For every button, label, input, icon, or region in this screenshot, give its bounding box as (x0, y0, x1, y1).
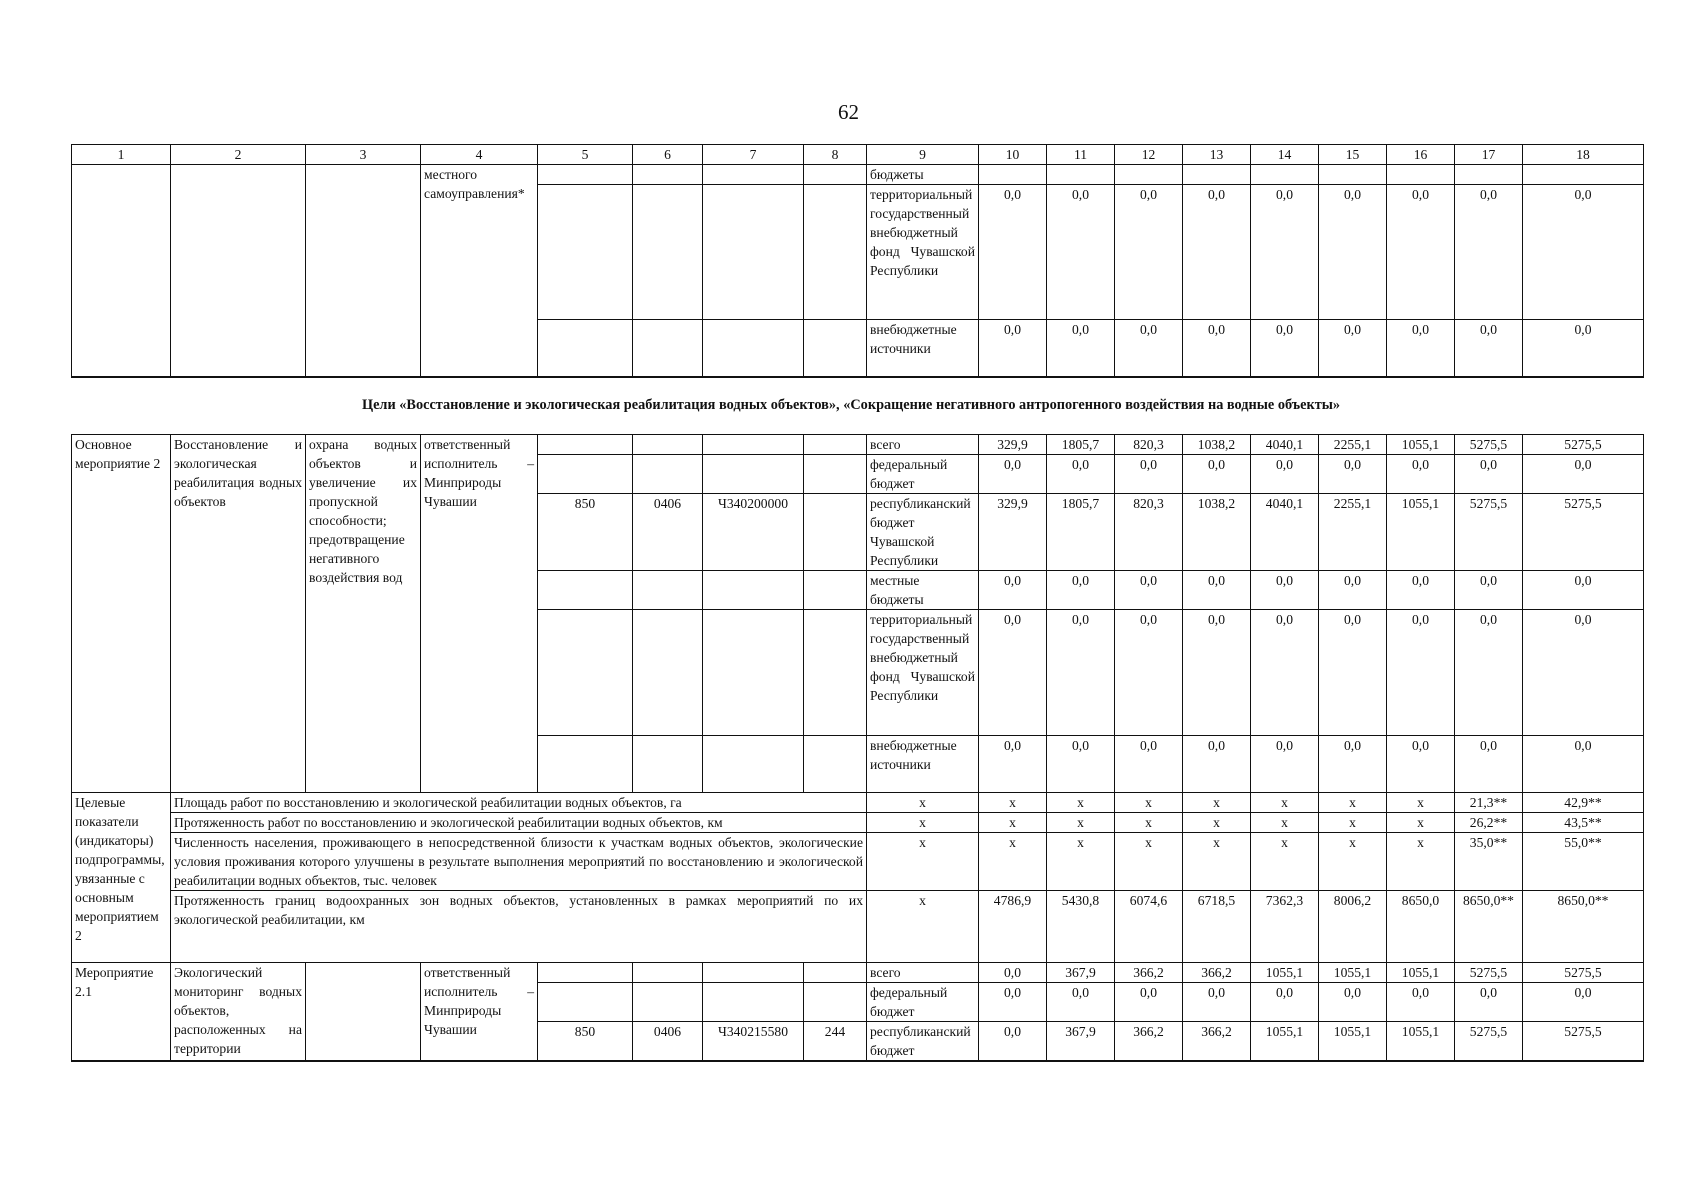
cell (633, 165, 703, 185)
value-cell: 0,0 (1523, 185, 1644, 320)
target-code: Ч340200000 (703, 494, 804, 571)
cell (538, 571, 633, 610)
cell (703, 455, 804, 494)
value-cell: 0,0 (1455, 983, 1523, 1022)
column-header: 16 (1387, 145, 1455, 165)
value-cell: 0,0 (1455, 610, 1523, 736)
value-cell: x (979, 813, 1047, 833)
value-cell: 0,0 (1387, 610, 1455, 736)
cell (633, 983, 703, 1022)
cell (538, 963, 633, 983)
value-cell: 2255,1 (1319, 435, 1387, 455)
value-cell: x (1319, 793, 1387, 813)
indicator-row (72, 891, 1644, 963)
indicator-name: Протяженность работ по восстановлению и экологической реабилитации водных объектов, км (171, 813, 867, 833)
value-cell: 2255,1 (1319, 494, 1387, 571)
value-cell: 0,0 (1387, 455, 1455, 494)
value-cell: 367,9 (1047, 963, 1115, 983)
source-label: территориальный государственный внебюджетный фонд Чувашской Республики (867, 185, 979, 320)
column-header: 3 (306, 145, 421, 165)
cell (633, 736, 703, 793)
indicator-name: Протяженность границ водоохранных зон водных объектов, установленных в рамках мероприятий по их экологической реабилитации, км (171, 891, 867, 963)
value-cell: 5275,5 (1523, 435, 1644, 455)
column-header: 4 (421, 145, 538, 165)
value-cell: 4040,1 (1251, 494, 1319, 571)
value-cell: x (1251, 793, 1319, 813)
cell (538, 610, 633, 736)
expense-code (804, 494, 867, 571)
cell (804, 165, 867, 185)
value-cell: 1055,1 (1251, 963, 1319, 983)
column-header: 1 (72, 145, 171, 165)
value-cell: x (1115, 793, 1183, 813)
indicator-name: Площадь работ по восстановлению и экологической реабилитации водных объектов, га (171, 793, 867, 813)
cell (804, 610, 867, 736)
value-cell: 42,9** (1523, 793, 1644, 813)
value-cell: 0,0 (1387, 185, 1455, 320)
cell (804, 963, 867, 983)
value-cell: 0,0 (1047, 455, 1115, 494)
cell (703, 736, 804, 793)
executor-cell: ответственный исполнитель – Минприроды Чувашии (421, 435, 538, 793)
value-cell: 0,0 (1387, 320, 1455, 377)
value-cell: 0,0 (979, 320, 1047, 377)
source-label: бюджеты (867, 165, 979, 185)
value-cell: 367,9 (1047, 1022, 1115, 1062)
value-cell: x (1047, 793, 1115, 813)
value-cell: 366,2 (1183, 1022, 1251, 1062)
value-cell: 0,0 (1251, 736, 1319, 793)
value-cell: 0,0 (1047, 610, 1115, 736)
value-cell: 0,0 (1183, 736, 1251, 793)
value-cell: 366,2 (1115, 1022, 1183, 1062)
page-number: 62 (838, 100, 859, 124)
cell (538, 165, 633, 185)
value-cell: 1038,2 (1183, 435, 1251, 455)
section-code: 0406 (633, 494, 703, 571)
value-cell: 0,0 (1523, 983, 1644, 1022)
value-cell: 0,0 (1319, 983, 1387, 1022)
source-label: местные бюджеты (867, 571, 979, 610)
value-cell: x (1115, 813, 1183, 833)
value-cell: 0,0 (1319, 185, 1387, 320)
cell (703, 983, 804, 1022)
measure-goal: охрана водных объектов и увеличение их пропускной способности; предотвращение негативного воздействия вод (306, 435, 421, 793)
value-cell: 0,0 (1251, 571, 1319, 610)
cell (703, 435, 804, 455)
indicator-row (72, 813, 1644, 833)
value-cell: 1055,1 (1387, 494, 1455, 571)
value-cell: 0,0 (1387, 983, 1455, 1022)
cell (538, 435, 633, 455)
table-row (72, 963, 1644, 983)
value-cell: x (1387, 813, 1455, 833)
value-cell: 366,2 (1115, 963, 1183, 983)
value-cell: 0,0 (979, 736, 1047, 793)
value-cell: 1055,1 (1387, 1022, 1455, 1062)
value-cell: 0,0 (1387, 736, 1455, 793)
value-cell: 0,0 (1251, 320, 1319, 377)
value-cell: x (1183, 833, 1251, 891)
value-cell: 329,9 (979, 494, 1047, 571)
cell (633, 185, 703, 320)
value-cell: 0,0 (1047, 571, 1115, 610)
value-cell: x (1251, 813, 1319, 833)
column-header: 8 (804, 145, 867, 165)
expense-code: 244 (804, 1022, 867, 1062)
measure-title: Экологический мониторинг водных объектов, расположенных на территории (171, 963, 306, 1062)
value-cell: 0,0 (979, 455, 1047, 494)
value-cell: 0,0 (1455, 455, 1523, 494)
column-header: 15 (1319, 145, 1387, 165)
value-cell: 0,0 (979, 571, 1047, 610)
value-cell: 0,0 (1523, 610, 1644, 736)
value-cell: 5275,5 (1455, 435, 1523, 455)
value-cell: 8650,0** (1455, 891, 1523, 963)
cell (633, 610, 703, 736)
cell (633, 320, 703, 377)
cell (633, 435, 703, 455)
measure-name: Основное мероприятие 2 (72, 435, 171, 793)
value-cell: 1055,1 (1319, 1022, 1387, 1062)
column-header: 9 (867, 145, 979, 165)
value-cell: 5275,5 (1523, 494, 1644, 571)
value-cell: x (1251, 833, 1319, 891)
value-cell: 8650,0** (1523, 891, 1644, 963)
measure-name: Мероприятие 2.1 (72, 963, 171, 1062)
value-cell: 0,0 (1183, 185, 1251, 320)
value-cell: 0,0 (1115, 736, 1183, 793)
indicator-name: Численность населения, проживающего в непосредственной близости к участкам водных объектов, экологические условия проживания которого улучшены в результате выполнения мероприятий по восстановлению и экологической реабилитации водных объектов, тыс. человек (171, 833, 867, 891)
value-cell: 0,0 (1183, 610, 1251, 736)
cell (633, 571, 703, 610)
value-cell: 0,0 (1115, 983, 1183, 1022)
indicator-row (72, 793, 1644, 813)
budget-table-main (71, 434, 1644, 1062)
value-cell: 5275,5 (1455, 1022, 1523, 1062)
cell (804, 571, 867, 610)
value-cell: 0,0 (979, 983, 1047, 1022)
grbs-code: 850 (538, 1022, 633, 1062)
cell (804, 320, 867, 377)
value-cell: 0,0 (1319, 610, 1387, 736)
cell (804, 736, 867, 793)
value-cell: 0,0 (1047, 185, 1115, 320)
source-label: всего (867, 963, 979, 983)
cell (306, 165, 421, 377)
cell (703, 165, 804, 185)
cell (306, 963, 421, 1062)
value-cell: 0,0 (1183, 983, 1251, 1022)
value-cell: 6718,5 (1183, 891, 1251, 963)
value-cell: 0,0 (1251, 185, 1319, 320)
value-cell: 820,3 (1115, 494, 1183, 571)
value-cell: 6074,6 (1115, 891, 1183, 963)
value-cell: 1055,1 (1251, 1022, 1319, 1062)
grbs-code: 850 (538, 494, 633, 571)
cell (538, 320, 633, 377)
value-cell: 0,0 (979, 963, 1047, 983)
column-header: 2 (171, 145, 306, 165)
value-cell: 0,0 (1251, 610, 1319, 736)
column-header: 10 (979, 145, 1047, 165)
column-header: 13 (1183, 145, 1251, 165)
value-cell: 5275,5 (1455, 494, 1523, 571)
value-cell: 4040,1 (1251, 435, 1319, 455)
source-label: республиканский бюджет (867, 1022, 979, 1062)
cell (703, 610, 804, 736)
value-cell: 0,0 (1455, 736, 1523, 793)
source-label: всего (867, 435, 979, 455)
source-label: федеральный бюджет (867, 455, 979, 494)
value-cell: 0,0 (1183, 320, 1251, 377)
cell (804, 983, 867, 1022)
value-cell: 1055,1 (1387, 963, 1455, 983)
value-cell: 0,0 (1319, 736, 1387, 793)
value-cell: 0,0 (1523, 455, 1644, 494)
value-cell: 21,3** (1455, 793, 1523, 813)
target-code: Ч340215580 (703, 1022, 804, 1062)
value-cell: x (1047, 833, 1115, 891)
value-cell: 0,0 (1523, 571, 1644, 610)
column-header: 12 (1115, 145, 1183, 165)
column-header: 5 (538, 145, 633, 165)
cell (804, 185, 867, 320)
value-cell: 4786,9 (979, 891, 1047, 963)
source-label: территориальный государственный внебюджетный фонд Чувашской Республики (867, 610, 979, 736)
cell (538, 455, 633, 494)
cell (538, 185, 633, 320)
cell (72, 165, 171, 377)
cell (703, 185, 804, 320)
column-header: 17 (1455, 145, 1523, 165)
value-cell: 0,0 (1523, 320, 1644, 377)
value-cell: 0,0 (1115, 610, 1183, 736)
indicators-label: Целевые показатели (индикаторы) подпрограммы, увязанные с основным мероприятием 2 (72, 793, 171, 963)
value-cell: 0,0 (1455, 320, 1523, 377)
header-row (72, 145, 1644, 165)
value-cell: x (1183, 793, 1251, 813)
value-cell: x (1115, 833, 1183, 891)
value-cell: 0,0 (1115, 320, 1183, 377)
column-header: 18 (1523, 145, 1644, 165)
value-cell: x (1183, 813, 1251, 833)
source-label: федеральный бюджет (867, 983, 979, 1022)
value-cell: 0,0 (1455, 571, 1523, 610)
cell (538, 736, 633, 793)
column-header: 14 (1251, 145, 1319, 165)
value-cell: x (867, 793, 979, 813)
value-cell: 0,0 (1251, 983, 1319, 1022)
cell (804, 455, 867, 494)
value-cell: 0,0 (1319, 571, 1387, 610)
value-cell: 8650,0 (1387, 891, 1455, 963)
value-cell: x (979, 833, 1047, 891)
column-header: 7 (703, 145, 804, 165)
value-cell: 0,0 (1387, 571, 1455, 610)
value-cell: 366,2 (1183, 963, 1251, 983)
value-cell: x (979, 793, 1047, 813)
value-cell: 0,0 (1115, 455, 1183, 494)
value-cell: 1805,7 (1047, 494, 1115, 571)
value-cell: 1805,7 (1047, 435, 1115, 455)
value-cell: 0,0 (1183, 571, 1251, 610)
cell (538, 983, 633, 1022)
cell (703, 320, 804, 377)
value-cell: 7362,3 (1251, 891, 1319, 963)
cell (633, 963, 703, 983)
value-cell: 5275,5 (1523, 1022, 1644, 1062)
measure-title: Восстановление и экологическая реабилитация водных объектов (171, 435, 306, 793)
value-cell: 35,0** (1455, 833, 1523, 891)
value-cell: 0,0 (1455, 185, 1523, 320)
value-cell: 329,9 (979, 435, 1047, 455)
cell (171, 165, 306, 377)
value-cell: 55,0** (1523, 833, 1644, 891)
value-cell: 0,0 (1251, 455, 1319, 494)
column-header: 6 (633, 145, 703, 165)
value-cell: 26,2** (1455, 813, 1523, 833)
value-cell: 1055,1 (1319, 963, 1387, 983)
cell (804, 435, 867, 455)
source-label: республиканский бюджет Чувашской Республики (867, 494, 979, 571)
value-cell: x (1387, 833, 1455, 891)
value-cell: x (1319, 813, 1387, 833)
budget-table-top (71, 144, 1644, 378)
value-cell: x (867, 891, 979, 963)
indicator-row (72, 833, 1644, 891)
table-row (72, 435, 1644, 455)
value-cell: 0,0 (1523, 736, 1644, 793)
value-cell: x (867, 833, 979, 891)
value-cell: 0,0 (979, 1022, 1047, 1062)
value-cell: 820,3 (1115, 435, 1183, 455)
value-cell: 0,0 (1115, 571, 1183, 610)
value-cell: 1055,1 (1387, 435, 1455, 455)
source-label: внебюджетные источники (867, 320, 979, 377)
value-cell: x (1319, 833, 1387, 891)
goal-heading: Цели «Восстановление и экологическая реабилитация водных объектов», «Сокращение негативного антропогенного воздействия на водные объекты» (361, 397, 1341, 413)
cell (633, 455, 703, 494)
value-cell: 0,0 (979, 610, 1047, 736)
value-cell: 0,0 (1183, 455, 1251, 494)
value-cell: 0,0 (1047, 983, 1115, 1022)
value-cell: x (867, 813, 979, 833)
executor-cell: ответственный исполнитель – Минприроды Чувашии (421, 963, 538, 1062)
section-code: 0406 (633, 1022, 703, 1062)
column-header: 11 (1047, 145, 1115, 165)
value-cell: 0,0 (1047, 320, 1115, 377)
value-cell: 0,0 (979, 185, 1047, 320)
value-cell: 8006,2 (1319, 891, 1387, 963)
value-cell: 0,0 (1319, 455, 1387, 494)
cell (703, 571, 804, 610)
value-cell: x (1387, 793, 1455, 813)
value-cell: 5275,5 (1523, 963, 1644, 983)
value-cell: 0,0 (1047, 736, 1115, 793)
value-cell: 0,0 (1319, 320, 1387, 377)
value-cell: x (1047, 813, 1115, 833)
value-cell: 5430,8 (1047, 891, 1115, 963)
value-cell: 43,5** (1523, 813, 1644, 833)
value-cell: 0,0 (1115, 185, 1183, 320)
value-cell: 5275,5 (1455, 963, 1523, 983)
cell (703, 963, 804, 983)
value-cell: 1038,2 (1183, 494, 1251, 571)
executor-cell: местного самоуправления* (421, 165, 538, 377)
source-label: внебюджетные источники (867, 736, 979, 793)
